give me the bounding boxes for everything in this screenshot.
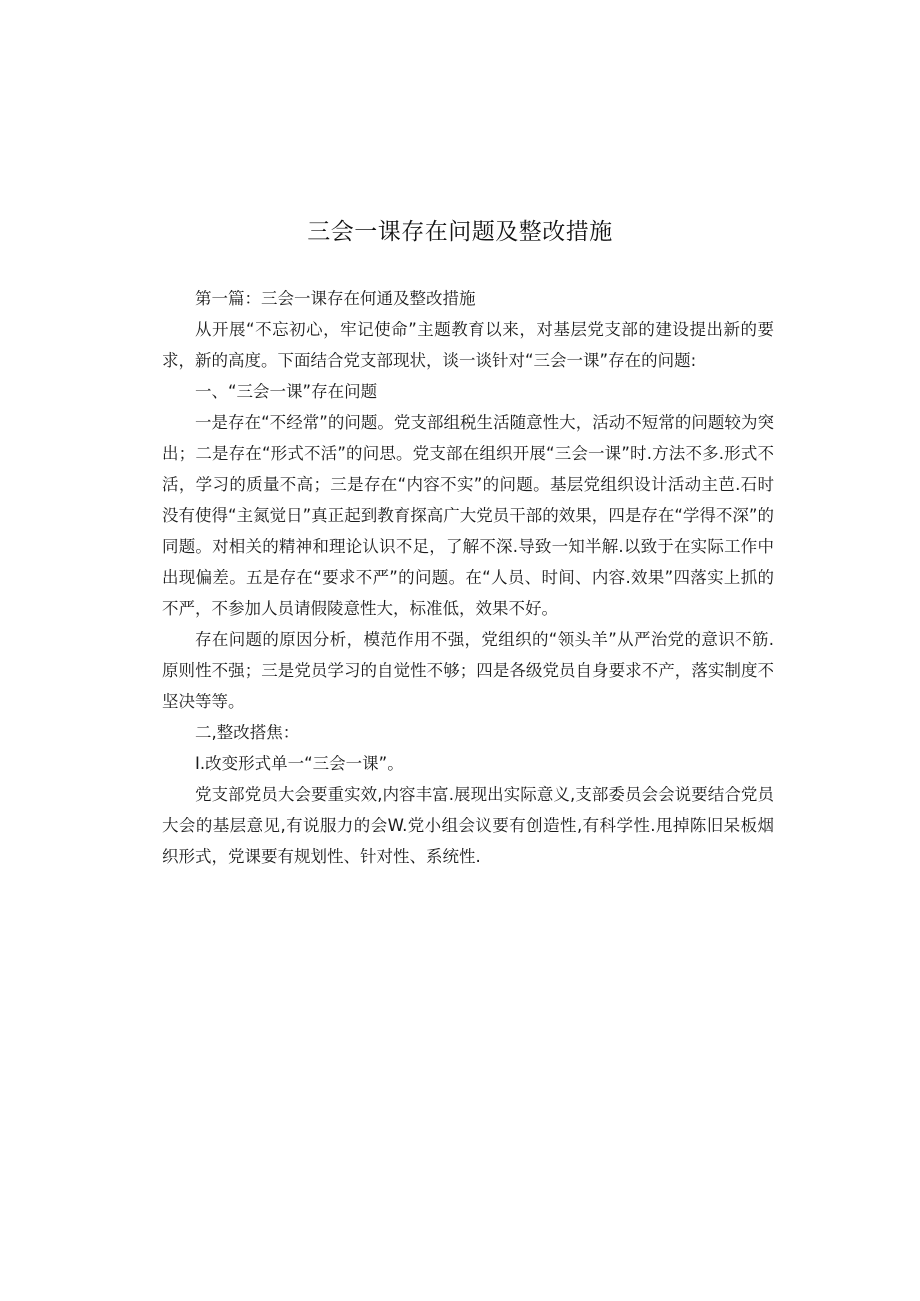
cause-analysis-paragraph: 存在问题的原因分析，模范作用不强，党组织的“领头羊”从严治党的意识不筋.原则性不强；三是党员学习的自觉性不够；四是各级党员自身要求不产，落实制度不坚决等等。 <box>162 630 774 711</box>
document-title: 三会一课存在问题及整改措施 <box>307 219 613 245</box>
section-heading-measures: 二,整改搭焦： <box>195 723 300 742</box>
measure-detail-paragraph: 党支部党员大会要重实效,内容丰富.展现出实际意义,支部委员会会说要结合党员大会的基层意见,有说服力的会W.党小组会议要有创造性,有科学性.甩掉陈旧呆板烟织形式，党课要有规划性、针对性、系统性. <box>162 785 774 866</box>
intro-paragraph: 从开展“不忘初心，牢记使命”主题教育以来，对基层党支部的建设提出新的要求，新的高度。下面结合党支部现状，谈一谈针对“三会一课”存在的问题: <box>162 320 774 370</box>
problems-paragraph: 一是存在“不经常”的问题。党支部组税生活随意性大，活动不短常的问题较为突出；二是存在“形式不活”的问思。党支部在组织开展“三会一课”时.方法不多.形式不活，学习的质量不高；三是存在“内容不实”的问题。基层党组织设计活动主芭.石时没有使得“主氮觉日”真正起到教育探高广大党员干部的效果，四是存在“学得不深”的同题。对相关的精神和理论认识不足，了解不深.导致一知半解.以致于在实际工作中出现偏差。五是存在“要求不严”的问题。在“人员、时间、内容.效果”四落实上抓的不严，不参加人员请假陵意性大，标准低，效果不好。 <box>162 413 774 618</box>
document-body <box>162 283 774 872</box>
measure-item-heading: I.改变形式单一“三会一课”。 <box>195 754 404 773</box>
section-heading-problems: 一、“三会一课”存在问题 <box>195 382 378 401</box>
subtitle-paragraph: 第一篇：三会一课存在何通及整改措施 <box>195 289 476 308</box>
